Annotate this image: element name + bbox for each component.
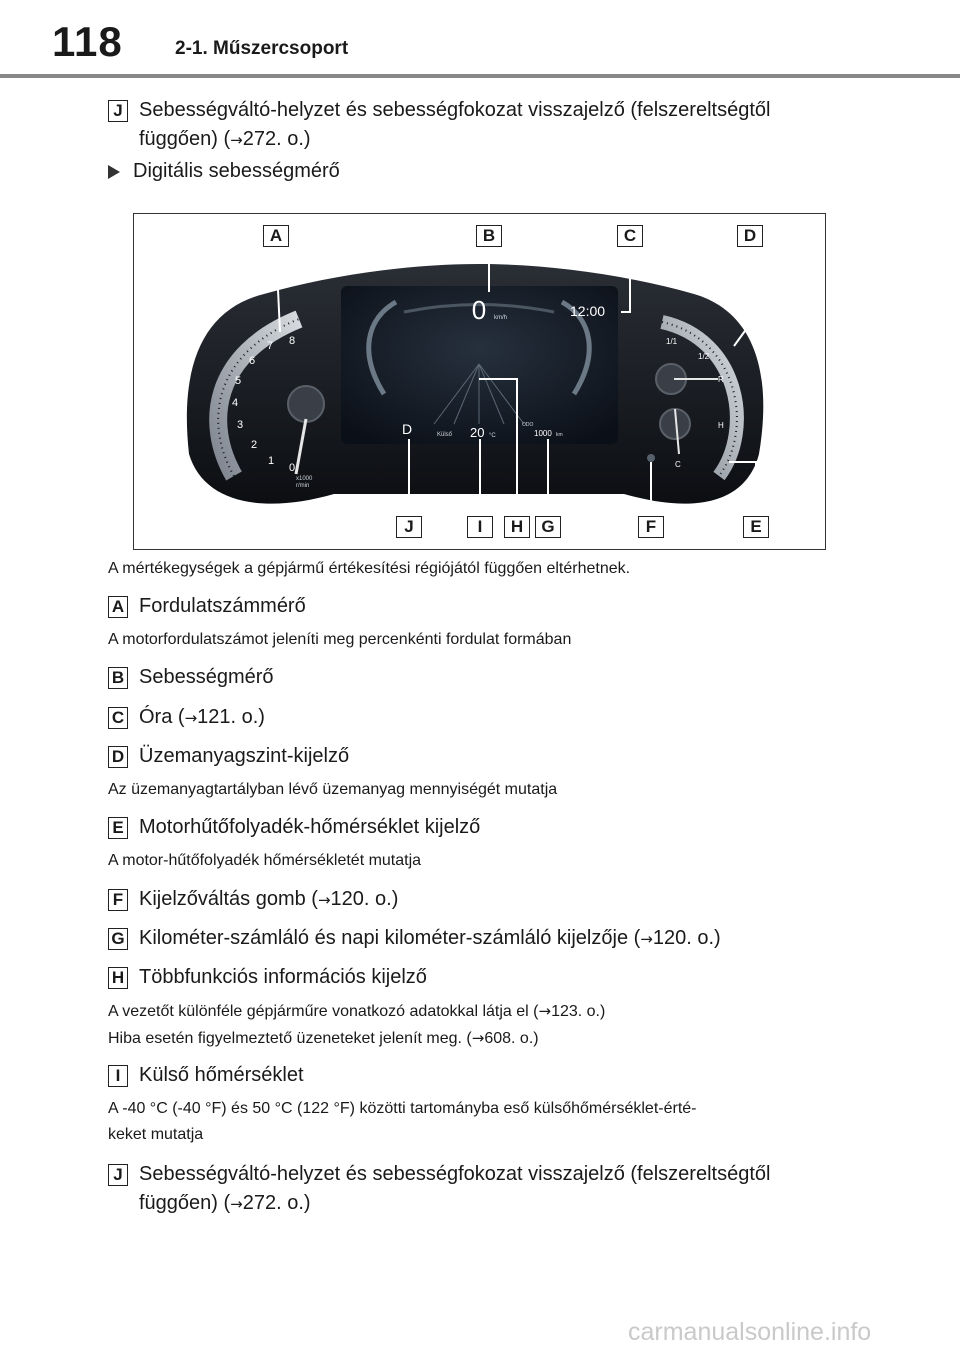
figure-label-e: E [743,516,769,538]
outside-temp: 20 [470,425,485,440]
item-b-title: Sebességmérő [139,666,274,688]
figure-label-i: I [467,516,493,538]
arrow-icon: → [640,930,653,948]
intro-line1: Sebességváltó-helyzet és sebességfokozat visszajelző (felszereltségtől [139,99,771,121]
item-i-desc [108,1096,848,1148]
figure-label-h: H [504,516,530,538]
item-e-title: Motorhűtőfolyadék-hőmérséklet kijelző [139,816,481,838]
figure-label-d: D [737,225,763,247]
item-d-label: D [108,746,128,768]
intro-text [139,96,770,155]
item-a-desc: A motorfordulatszámot jeleníti meg percenkénti fordulat formában [108,631,572,648]
item-a-title: Fordulatszámmérő [139,595,306,617]
figure-caption: A mértékegységek a gépjármű értékesítési régiójától függően eltérhetnek. [108,560,631,577]
figure-label-a: A [263,225,289,247]
odo-value: 1000 [534,429,552,438]
bullet-text: Digitális sebességmérő [133,160,340,182]
tachometer-hub [288,386,324,422]
item-j-line1: Sebességváltó-helyzet és sebességfokozat visszajelző (felszereltségtől [139,1163,771,1185]
item-h-title: Többfunkciós információs kijelző [139,966,427,988]
figure-label-b: B [476,225,502,247]
odo-label: ODO [522,422,534,428]
fuel-full-label: 1/1 [666,337,678,346]
intro-label: J [108,100,128,122]
item-j-text [139,1160,770,1219]
item-c-label: C [108,707,128,729]
tach-6: 6 [249,355,256,367]
tach-2: 2 [251,439,258,451]
instrument-cluster-figure [133,213,826,550]
clock-value: 12:00 [570,303,606,319]
section-title: 2-1. Műszercsoport [175,38,349,59]
gear-indicator: D [402,421,413,437]
fuel-half-label: 1/2 [698,352,710,361]
triangle-bullet-icon [108,165,120,179]
item-i-desc-line2: keket mutatja [108,1126,204,1143]
speed-value: 0 [471,295,487,325]
item-h-label: H [108,967,128,989]
item-b-label: B [108,667,128,689]
tach-5: 5 [235,375,242,387]
figure-label-c: C [617,225,643,247]
display-switch-button [647,454,655,462]
odo-unit: km [556,432,563,438]
item-e-label: E [108,817,128,839]
intro-line2: függően) (→272. o.) [139,128,311,150]
item-j-label: J [108,1164,128,1186]
item-f-title: Kijelzőváltás gomb (→120. o.) [139,888,399,910]
temp-h-label: H [718,421,724,430]
page-number: 118 [52,18,123,65]
item-h-desc-line2: Hiba esetén figyelmeztető üzeneteket jelenít meg. (→608. o.) [108,1029,539,1047]
arrow-icon: → [230,1195,243,1213]
outside-label: Külső [437,432,453,438]
tach-unit-1: x1000 [296,476,313,482]
tach-1: 1 [268,455,275,467]
item-f-label: F [108,889,128,911]
arrow-icon: → [317,891,331,909]
tach-8: 8 [289,335,296,347]
item-g-title: Kilométer-számláló és napi kilométer-számláló kijelzője (→120. o.) [139,927,721,949]
item-i-label: I [108,1065,128,1087]
figure-label-g: G [535,516,561,538]
tach-3: 3 [237,419,244,431]
item-h-desc-line1: A vezetőt különféle gépjárműre vonatkozó adatokkal látja el (→123. o.) [108,1002,606,1020]
item-d-title: Üzemanyagszint-kijelző [139,745,350,767]
item-j-line2: függően) (→272. o.) [139,1192,311,1214]
item-g-label: G [108,928,128,950]
outside-temp-unit: °C [489,433,496,439]
temp-c-label: C [675,460,681,469]
tach-0: 0 [289,462,296,474]
figure-label-f: F [638,516,664,538]
tach-4: 4 [232,397,239,409]
fuel-r-label: R [718,375,724,384]
figure-label-j: J [396,516,422,538]
item-c-title: Óra (→121. o.) [139,706,265,728]
arrow-icon: → [230,131,243,149]
cluster-illustration [134,214,824,548]
item-i-desc-line1: A -40 °C (-40 °F) és 50 °C (122 °F) közötti tartományba eső külsőhőmérséklet-érté- [108,1100,697,1117]
arrow-icon: → [471,1029,485,1047]
bullet-heading [108,160,340,183]
item-i-title: Külső hőmérséklet [139,1064,304,1086]
item-d-desc: Az üzemanyagtartályban lévő üzemanyag mennyiségét mutatja [108,781,558,798]
watermark: carmanualsonline.info [628,1318,872,1346]
arrow-icon: → [184,709,198,727]
item-e-desc: A motor-hűtőfolyadék hőmérsékletét mutatja [108,852,422,869]
item-h-desc [108,998,848,1052]
arrow-icon: → [538,1002,552,1020]
tach-unit-2: r/min [296,483,310,489]
header-divider [0,74,960,78]
item-a-label: A [108,596,128,618]
page-header [0,0,960,80]
tach-7: 7 [267,340,274,352]
speed-unit: km/h [494,315,508,321]
